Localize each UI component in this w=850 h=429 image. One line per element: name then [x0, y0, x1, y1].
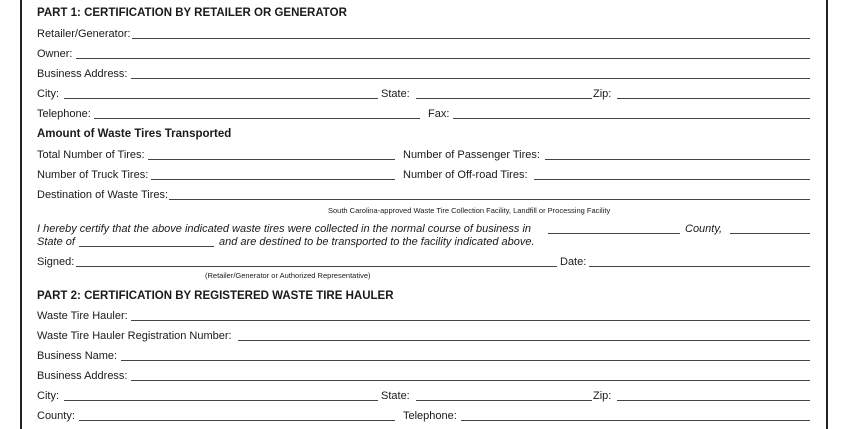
registration-field[interactable]: [238, 340, 810, 341]
hauler-county-label: County:: [37, 410, 75, 422]
retailer-label: Retailer/Generator:: [37, 28, 131, 40]
hauler-county-field[interactable]: [79, 420, 395, 421]
certify-text-2: and are destined to be transported to the facility indicated above.: [219, 236, 535, 248]
business-address-field[interactable]: [131, 78, 810, 79]
certify-county-label: County,: [685, 223, 723, 235]
hauler-zip-label: Zip:: [593, 390, 612, 402]
certify-county-field[interactable]: [548, 233, 680, 234]
passenger-tires-field[interactable]: [545, 159, 810, 160]
fax-field[interactable]: [453, 118, 810, 119]
retailer-field[interactable]: [132, 38, 810, 39]
form-border-right: [826, 0, 828, 429]
certify-state-field[interactable]: [79, 246, 214, 247]
hauler-telephone-label: Telephone:: [403, 410, 457, 422]
total-tires-field[interactable]: [148, 159, 395, 160]
owner-label: Owner:: [37, 48, 73, 60]
truck-tires-field[interactable]: [151, 179, 395, 180]
hauler-business-address-field[interactable]: [131, 380, 810, 381]
offroad-tires-field[interactable]: [534, 179, 810, 180]
business-name-field[interactable]: [121, 360, 810, 361]
destination-label: Destination of Waste Tires:: [37, 189, 169, 201]
signature-field[interactable]: [76, 266, 557, 267]
hauler-zip-field[interactable]: [617, 400, 810, 401]
city-field[interactable]: [64, 98, 378, 99]
telephone-label: Telephone:: [37, 108, 91, 120]
hauler-state-field[interactable]: [416, 400, 592, 401]
destination-caption: South Carolina-approved Waste Tire Collection Facility, Landfill or Processing Facility: [328, 206, 611, 215]
hauler-business-address-label: Business Address:: [37, 370, 128, 382]
certify-county-blank-field[interactable]: [730, 233, 810, 234]
state-field[interactable]: [416, 98, 592, 99]
offroad-tires-label: Number of Off-road Tires:: [403, 169, 528, 181]
telephone-field[interactable]: [94, 118, 420, 119]
date-label: Date:: [560, 256, 587, 268]
business-name-label: Business Name:: [37, 350, 118, 362]
amount-heading: Amount of Waste Tires Transported: [37, 128, 232, 140]
owner-field[interactable]: [76, 58, 810, 59]
form-border-left: [20, 0, 22, 429]
destination-field[interactable]: [169, 199, 810, 200]
part2-heading: PART 2: CERTIFICATION BY REGISTERED WASTE TIRE HAULER: [37, 290, 394, 302]
hauler-field[interactable]: [131, 320, 810, 321]
certify-text-1: I hereby certify that the above indicated waste tires were collected in the normal course of business in: [37, 223, 532, 235]
hauler-city-label: City:: [37, 390, 59, 402]
fax-label: Fax:: [428, 108, 450, 120]
hauler-telephone-field[interactable]: [461, 420, 810, 421]
part1-heading: PART 1: CERTIFICATION BY RETAILER OR GENERATOR: [37, 7, 347, 19]
state-label: State:: [381, 88, 410, 100]
passenger-tires-label: Number of Passenger Tires:: [403, 149, 540, 161]
zip-field[interactable]: [617, 98, 810, 99]
zip-label: Zip:: [593, 88, 612, 100]
truck-tires-label: Number of Truck Tires:: [37, 169, 149, 181]
registration-label: Waste Tire Hauler Registration Number:: [37, 330, 232, 342]
signed-caption: (Retailer/Generator or Authorized Representative): [205, 271, 371, 280]
state-of-label: State of: [37, 236, 75, 248]
business-address-label: Business Address:: [37, 68, 128, 80]
hauler-state-label: State:: [381, 390, 410, 402]
signed-label: Signed:: [37, 256, 75, 268]
date-field[interactable]: [589, 266, 810, 267]
hauler-label: Waste Tire Hauler:: [37, 310, 128, 322]
city-label: City:: [37, 88, 59, 100]
hauler-city-field[interactable]: [64, 400, 378, 401]
total-tires-label: Total Number of Tires:: [37, 149, 145, 161]
